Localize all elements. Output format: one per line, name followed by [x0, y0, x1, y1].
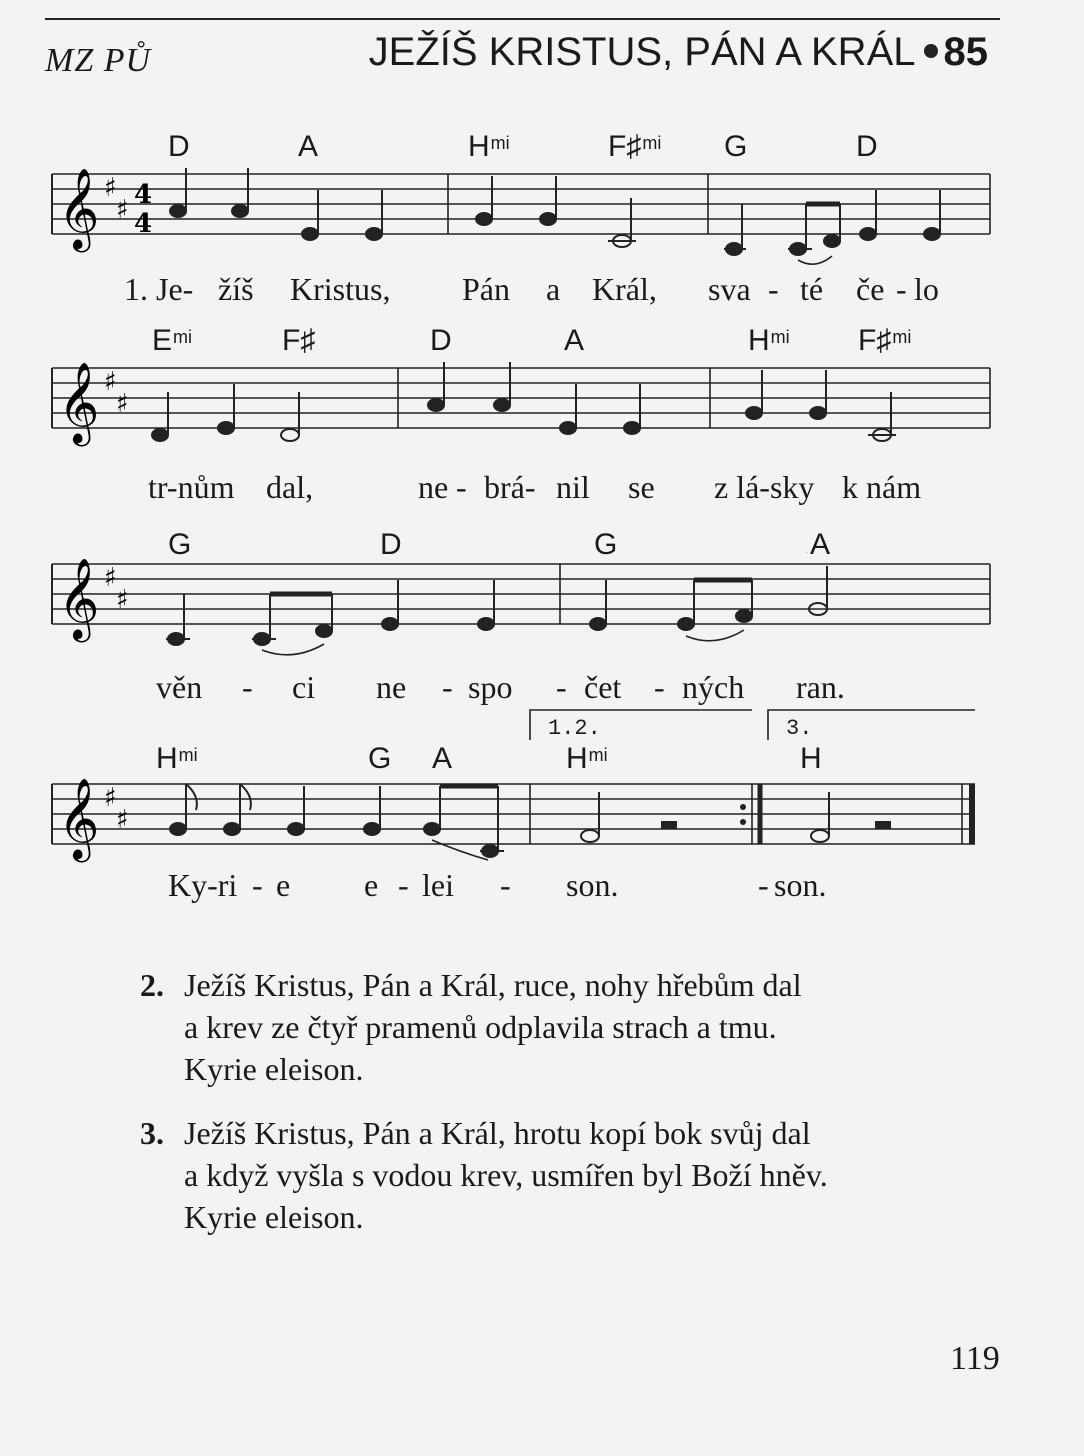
sharp-icon: ♯: [116, 195, 129, 225]
verse-3: [140, 1112, 828, 1238]
staff-system-4: [0, 770, 1084, 880]
sharp-icon: ♯: [104, 367, 117, 397]
lyric: son.: [774, 867, 827, 903]
song-number: 85: [943, 30, 988, 74]
verse-number: 3.: [140, 1115, 164, 1151]
verse-line: Ježíš Kristus, Pán a Král, ruce, nohy hřebům dal: [184, 967, 802, 1003]
sharp-icon: ♯: [104, 563, 117, 593]
lyric: Král,: [592, 271, 657, 307]
lyric: Ky-ri: [168, 867, 238, 903]
top-rule: [45, 18, 1000, 20]
lyric: ne: [418, 469, 449, 505]
verse-line: a krev ze čtyř pramenů odplavila strach a tmu.: [184, 1009, 777, 1045]
lyric: -: [456, 469, 467, 505]
treble-clef-icon: 𝄞: [58, 167, 100, 249]
chord: $H^{mi}$: [566, 742, 608, 775]
lyric: -: [242, 669, 253, 705]
staff-system-1: [0, 160, 1084, 270]
lyric: e: [276, 867, 291, 903]
lyric: -: [500, 867, 511, 903]
sharp-icon: ♯: [116, 805, 129, 835]
chord: F♯: [282, 324, 316, 357]
lyric: se: [628, 469, 655, 505]
chord: D: [168, 130, 190, 163]
lyric: ran.: [796, 669, 845, 705]
page-number: 119: [950, 1340, 1000, 1377]
chord: G: [368, 742, 392, 775]
time-signature: 4: [134, 180, 153, 210]
chord: $E^{mi}$: [152, 324, 193, 357]
lyric: -: [768, 271, 779, 307]
chord: $H^{mi}$: [468, 130, 510, 163]
verse-line: Ježíš Kristus, Pán a Král, hrotu kopí bok svůj dal: [184, 1115, 811, 1151]
lyric: -: [398, 867, 409, 903]
verse-line: Kyrie eleison.: [184, 1199, 364, 1235]
lyric: dal,: [266, 469, 314, 505]
chord: F♯$^{mi}$: [608, 130, 662, 163]
source-abbrev: MZ PŮ: [45, 42, 152, 79]
lyric: -: [442, 669, 453, 705]
chord: G: [724, 130, 748, 163]
lyric: ne: [376, 669, 407, 705]
lyric: 1. Je-: [124, 271, 194, 307]
bullet-dot: [924, 44, 938, 58]
chord: F♯$^{mi}$: [858, 324, 912, 357]
lyric: nil: [556, 469, 590, 505]
lyric: lei: [422, 867, 454, 903]
volta-1-label: 1.2.: [548, 716, 601, 741]
lyric: brá-: [484, 469, 536, 505]
chord: D: [380, 528, 402, 561]
lyric: žíš: [218, 271, 254, 307]
lyric: -: [654, 669, 665, 705]
chord: $H^{mi}$: [156, 742, 198, 775]
staff-system-2: [0, 356, 1084, 466]
volta-2-label: 3.: [786, 716, 813, 741]
chord: A: [432, 742, 453, 775]
lyric: čet: [584, 669, 622, 705]
lyric: věn: [156, 669, 203, 705]
chord: H: [800, 742, 822, 775]
lyric: tr-nům: [148, 469, 235, 505]
lyric: e: [364, 867, 379, 903]
treble-clef-icon: 𝄞: [58, 361, 100, 443]
lyric: če: [856, 271, 885, 307]
chord: G: [168, 528, 192, 561]
lyric: son.: [566, 867, 619, 903]
lyric: -: [556, 669, 567, 705]
verse-2: [140, 964, 802, 1090]
song-title: [369, 30, 988, 75]
lyric: ci: [292, 669, 316, 705]
lyric: Pán: [462, 271, 510, 307]
treble-clef-icon: 𝄞: [58, 777, 100, 859]
verse-line: Kyrie eleison.: [184, 1051, 364, 1087]
lyric: -: [758, 867, 769, 903]
chord: A: [298, 130, 319, 163]
verse-number: 2.: [140, 967, 164, 1003]
lyric: sva: [708, 271, 751, 307]
lyric: lo: [914, 271, 939, 307]
song-title-text: JEŽÍŠ KRISTUS, PÁN A KRÁL: [368, 30, 916, 74]
sharp-icon: ♯: [104, 783, 117, 813]
staff-system-3: [0, 552, 1084, 662]
lyric: Kristus,: [290, 271, 391, 307]
lyric: spo: [468, 669, 513, 705]
sharp-icon: ♯: [104, 173, 117, 203]
lyric: a: [546, 271, 561, 307]
lyric: -: [252, 867, 263, 903]
lyric: k nám: [842, 469, 922, 505]
lyric: ných: [682, 669, 745, 705]
chord: $H^{mi}$: [748, 324, 790, 357]
chord: D: [430, 324, 452, 357]
lyric: z lá-sky: [714, 469, 815, 505]
chord: A: [564, 324, 585, 357]
chord: G: [594, 528, 618, 561]
verse-line: a když vyšla s vodou krev, usmířen byl Boží hněv.: [184, 1157, 828, 1193]
lyric: -: [896, 271, 907, 307]
treble-clef-icon: 𝄞: [58, 557, 100, 639]
sharp-icon: ♯: [116, 389, 129, 419]
chord: A: [810, 528, 831, 561]
lyric: té: [800, 271, 824, 307]
sharp-icon: ♯: [116, 585, 129, 615]
chord: D: [856, 130, 878, 163]
time-signature: 4: [134, 209, 153, 239]
